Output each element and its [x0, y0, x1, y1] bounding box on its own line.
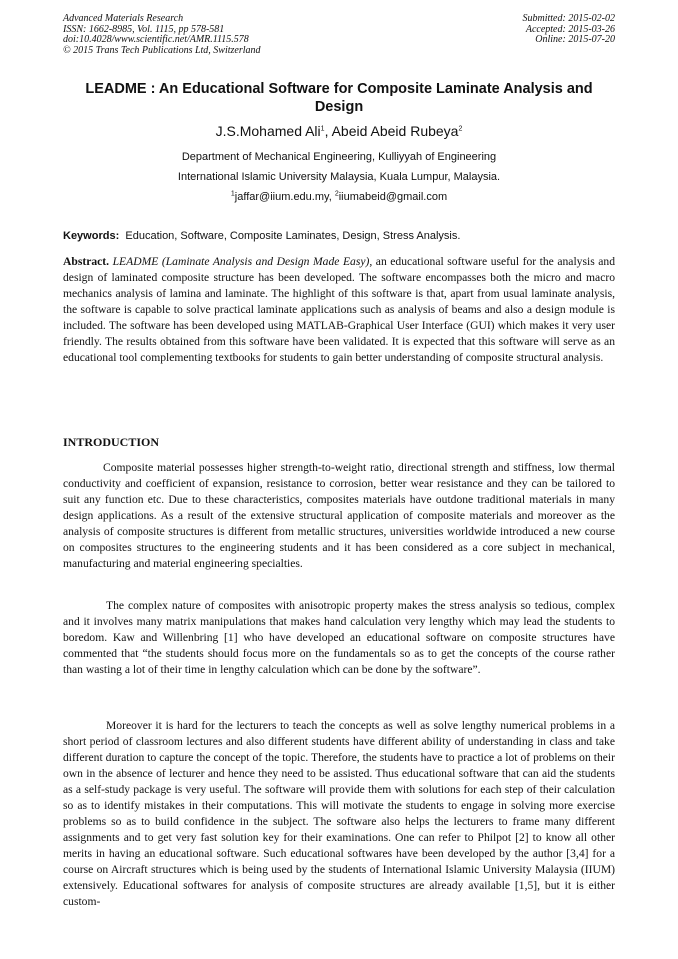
submitted-date: Submitted: 2015-02-02: [522, 13, 615, 24]
author-1: J.S.Mohamed Ali: [215, 123, 321, 139]
journal-header: [63, 14, 261, 56]
intro-paragraph-2: The complex nature of composites with anisotropic property makes the stress analysis so tedious, complex and it involves many matrix manipulations that makes hand calculation very lengthy which may lead the students to boredom. Kaw and Willenbring [1] who have developed an educational software on composite structures have commented that “the students should focus more on the fundamentals so as to get the concepts of the course rather than wasting a lot of their time in lengthy calculation which can be done by the software”.: [63, 599, 615, 676]
affiliation-line-1: Department of Mechanical Engineering, Kulliyyah of Engineering: [181, 151, 497, 163]
email-1-marker: 1: [230, 190, 235, 198]
email-2: iiumabeid@gmail.com: [338, 191, 448, 203]
accepted-date: Accepted: 2015-03-26: [525, 23, 615, 35]
email-1: jaffar@iium.edu.my: [234, 191, 329, 203]
author-separator: ,: [324, 123, 332, 139]
abstract-software-name: LEADME (Laminate Analysis and Design Made Easy),: [112, 255, 373, 268]
keywords-label: Keywords:: [63, 230, 120, 242]
journal-copyright: © 2015 Trans Tech Publications Ltd, Switzerland: [63, 44, 261, 56]
author-list: [63, 122, 615, 140]
intro-paragraph-3: Moreover it is hard for the lecturers to teach the concepts as well as solve lengthy numerical problems in a short period of classroom lectures and also different students have different ability of understanding in class and take different duration to capture the concept of the topic. Therefore, the students have to practice a lot of problems on their own in the absence of lecturer and hence they need to be assisted. Thus educational software that can aid the students as a self-study package is very useful. The software will provide them with solutions for each step of their calculation so as to identify mistakes in their computations. This will motivate the students to engage in solving more exercise problems so as to build confidence in the subject. The software also helps the lecturers to frame many different assignments and to get very fast solution key for their examinations. One can refer to Philpot [2] to know all other merits in having an educational software. Such educational softwares have been developed by the author [3,4] for a course on Aircraft structures which is being used by the students of International Islamic University Malaysia (IIUM) extensively. Educational softwares for analysis of composite structures are already available [1,5], but it is either custom-: [63, 719, 615, 908]
keywords: [63, 229, 615, 243]
email-separator: ,: [328, 191, 335, 203]
author-2: Abeid Abeid Rubeya: [331, 123, 459, 139]
section-heading-introduction: INTRODUCTION: [63, 435, 160, 449]
journal-name: Advanced Materials Research: [63, 13, 184, 24]
email-2-marker: 2: [334, 190, 339, 198]
journal-issn: ISSN: 1662-8985, Vol. 1115, pp 578-581: [63, 23, 225, 35]
abstract-body: an educational software useful for the analysis and design of laminated composite structure has been developed. The software encompasses both the micro and macro mechanics analysis of lamina and laminate. The highlight of this software is that, apart from usual laminate analysis, the software is capable to solve practical laminate applications such as analysis of beams and also a design module is included. The software has been developed using MATLAB-Graphical User Interface (GUI) which makes it very user friendly. The results obtained from this software have been validated. It is expected that this software will serve as an educational tool complementing textbooks for students to gain better understanding of composite structural analysis.: [63, 255, 615, 364]
journal-doi: doi:10.4028/www.scientific.net/AMR.1115.578: [63, 34, 249, 45]
keywords-text: Education, Software, Composite Laminates, Design, Stress Analysis.: [125, 230, 461, 242]
intro-paragraph-1: Composite material possesses higher strength-to-weight ratio, directional strength and stiffness, low thermal conductivity and coefficient of expansion, resistance to corrosion, better wear resistance and they can be tailored to suit any function etc. Due to these characteristics, composites materials have outdone traditional materials in many design applications. As a result of the extensive structural application of composite materials and moreover as the analysis of composite structures is different from metallic structures, universities worldwide introduced a new course on composites structures to the engineering students and it has been considered as a core subject in mechanical, manufacturing and material engineering specialties.: [63, 461, 615, 570]
abstract: [63, 254, 615, 366]
dates-header: [523, 14, 616, 46]
author-2-marker: 2: [458, 125, 463, 133]
author-1-marker: 1: [320, 125, 325, 133]
abstract-label: Abstract.: [63, 255, 110, 268]
online-date: Online: 2015-07-20: [535, 34, 615, 45]
author-emails: [63, 189, 615, 205]
paper-title: LEADME : An Educational Software for Composite Laminate Analysis and Design: [85, 81, 593, 115]
affiliation-line-2: International Islamic University Malaysia, Kuala Lumpur, Malaysia.: [177, 171, 501, 183]
